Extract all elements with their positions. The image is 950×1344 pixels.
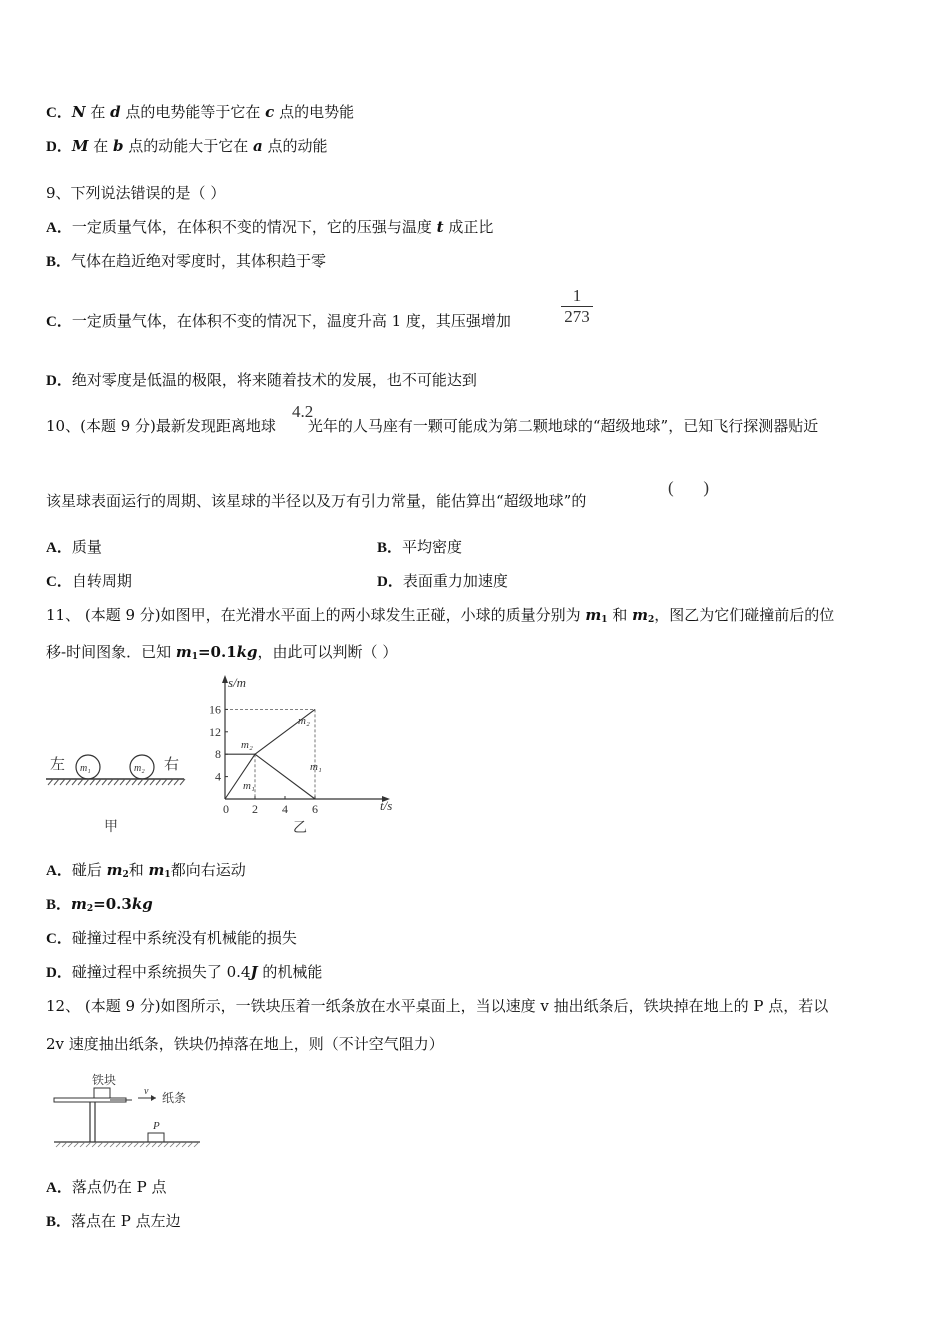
series-label-m1-before: m₁ (243, 780, 255, 792)
hatch-mark (86, 1142, 91, 1147)
label-paper-strip: 纸条 (162, 1091, 187, 1105)
q12-stem-line1: 12、 (本题 9 分)如图所示，一铁块压着一纸条放在水平桌面上，当以速度 v 抽出纸条后，铁块掉在地上的 P 点，若以 (46, 997, 829, 1015)
q10-option-a: A．质量 (46, 538, 102, 556)
q11-option-a: A．碰后 $m_2$和 $m_1$都向右运动 (46, 861, 246, 880)
hatch-mark (114, 779, 119, 785)
x-axis-label: t/s (380, 798, 393, 813)
hatch-mark (62, 1142, 67, 1147)
hatch-mark (80, 1142, 85, 1147)
hatch-mark (138, 779, 143, 785)
hatch-mark (108, 779, 113, 785)
y-axis-label: s/m (228, 675, 247, 690)
hatch-mark (54, 779, 59, 785)
q9-option-c: C．一定质量气体，在体积不变的情况下，温度升高 1 度，其压强增加 (46, 312, 511, 330)
x-tick-label: 0 (223, 802, 229, 816)
iron-block (94, 1088, 110, 1098)
hatch-mark (90, 779, 95, 785)
y-tick-label: 8 (215, 747, 221, 762)
hatch-mark (132, 779, 137, 785)
q8-option-d: D．M 在 b 点的动能大于它在 a 点的动能 (46, 137, 328, 155)
series-label-m1-after: m₁ (310, 761, 322, 773)
q10-stem-line2: 该星球表面运行的周期、该星球的半径以及万有引力常量，能估算出“超级地球”的 (46, 492, 587, 510)
x-tick-label: 4 (282, 802, 288, 816)
q9-option-d: D．绝对零度是低温的极限，将来随着技术的发展，也不可能达到 (46, 371, 477, 389)
caption-yi: 乙 (293, 821, 307, 836)
ground-hatching (48, 779, 185, 785)
hatch-mark (180, 779, 185, 785)
ball-m2-label: m₂ (134, 763, 145, 774)
hatch-mark (174, 779, 179, 785)
q9-stem: 9、下列说法错误的是（ ） (46, 184, 226, 202)
q10-option-c: C．自转周期 (46, 572, 132, 590)
q10-option-b: B．平均密度 (377, 538, 463, 556)
label-left: 左 (50, 757, 66, 773)
arrow-head-icon (151, 1095, 156, 1101)
q11-stem-line1: 11、 (本题 9 分)如图甲，在光滑水平面上的两小球发生正碰，小球的质量分别为 $m_1$ 和 $m_2$，图乙为它们碰撞前后的位 (46, 606, 835, 625)
hatch-mark (146, 1142, 151, 1147)
y-tick-label: 4 (215, 769, 221, 784)
hatch-mark (96, 779, 101, 785)
q8-option-c: C．N 在 d 点的电势能等于它在 c 点的电势能 (46, 103, 355, 121)
series-line-m1 (225, 754, 315, 799)
hatch-mark (120, 779, 125, 785)
caption-jia: 甲 (104, 820, 118, 835)
hatch-mark (168, 779, 173, 785)
hatch-mark (72, 779, 77, 785)
q10-option-d: D．表面重力加速度 (377, 572, 508, 590)
q11-option-b: B．$m_2=0.3kg$ (46, 895, 153, 914)
hatch-mark (122, 1142, 127, 1147)
x-tick-label: 6 (312, 802, 318, 816)
q11-option-c: C．碰撞过程中系统没有机械能的损失 (46, 929, 297, 947)
hatch-mark (102, 779, 107, 785)
hatch-mark (84, 779, 89, 785)
q9-option-b: B．气体在趋近绝对零度时，其体积趋于零 (46, 252, 327, 270)
ball-m1-label: m₁ (80, 763, 91, 774)
hatch-mark (68, 1142, 73, 1147)
q10-distance-value: 4.2 (292, 402, 314, 421)
hatch-mark (182, 1142, 187, 1147)
hatch-mark (56, 1142, 61, 1147)
hatch-mark (116, 1142, 121, 1147)
label-iron-block: 铁块 (92, 1073, 117, 1087)
q12-stem-line2: 2v 速度抽出纸条，铁块仍掉落在地上，则（不计空气阻力） (46, 1035, 444, 1053)
figure-iron-block-paper (52, 1068, 207, 1153)
landing-block-p (148, 1133, 164, 1142)
series-label-m2-upper: m₂ (298, 715, 310, 727)
hatch-mark (126, 779, 131, 785)
label-right: 右 (164, 757, 180, 773)
hatch-mark (150, 779, 155, 785)
hatch-mark (194, 1142, 199, 1147)
floor-hatching (56, 1142, 199, 1147)
figure-yi-st-graph (205, 672, 405, 837)
label-p: P (153, 1120, 160, 1132)
figure-jia (44, 745, 189, 840)
hatch-mark (60, 779, 65, 785)
q12-option-a: A．落点仍在 P 点 (46, 1178, 167, 1196)
x-tick-label: 2 (252, 802, 258, 816)
hatch-mark (128, 1142, 133, 1147)
hatch-mark (140, 1142, 145, 1147)
q11-option-d: D．碰撞过程中系统损失了 0.4J 的机械能 (46, 963, 323, 981)
hatch-mark (164, 1142, 169, 1147)
q10-answer-paren: ( ) (668, 478, 710, 497)
hatch-mark (78, 779, 83, 785)
hatch-mark (48, 779, 53, 785)
hatch-mark (162, 779, 167, 785)
hatch-mark (144, 779, 149, 785)
y-tick-label: 12 (209, 724, 221, 739)
y-tick-label: 16 (209, 702, 221, 717)
hatch-mark (104, 1142, 109, 1147)
fraction-1-over-273: 1 273 (561, 287, 593, 326)
q9-option-a: A．一定质量气体，在体积不变的情况下，它的压强与温度 t 成正比 (46, 218, 494, 236)
q12-option-b: B．落点在 P 点左边 (46, 1212, 181, 1230)
q10-stem-line1: 10、(本题 9 分)最新发现距离地球 光年的人马座有一颗可能成为第二颗地球的“超级地球”，已知飞行探测器贴近 (46, 417, 819, 435)
hatch-mark (188, 1142, 193, 1147)
hatch-mark (176, 1142, 181, 1147)
hatch-mark (110, 1142, 115, 1147)
hatch-mark (92, 1142, 97, 1147)
hatch-mark (134, 1142, 139, 1147)
hatch-mark (74, 1142, 79, 1147)
hatch-mark (170, 1142, 175, 1147)
q11-stem-line2: 移-时间图象．已知 $m_1=0.1kg$，由此可以判断（ ） (46, 643, 398, 662)
label-v: v (144, 1086, 149, 1097)
hatch-mark (98, 1142, 103, 1147)
hatch-mark (66, 779, 71, 785)
hatch-mark (152, 1142, 157, 1147)
series-label-m2-before: m₂ (241, 739, 253, 751)
hatch-mark (158, 1142, 163, 1147)
hatch-mark (156, 779, 161, 785)
